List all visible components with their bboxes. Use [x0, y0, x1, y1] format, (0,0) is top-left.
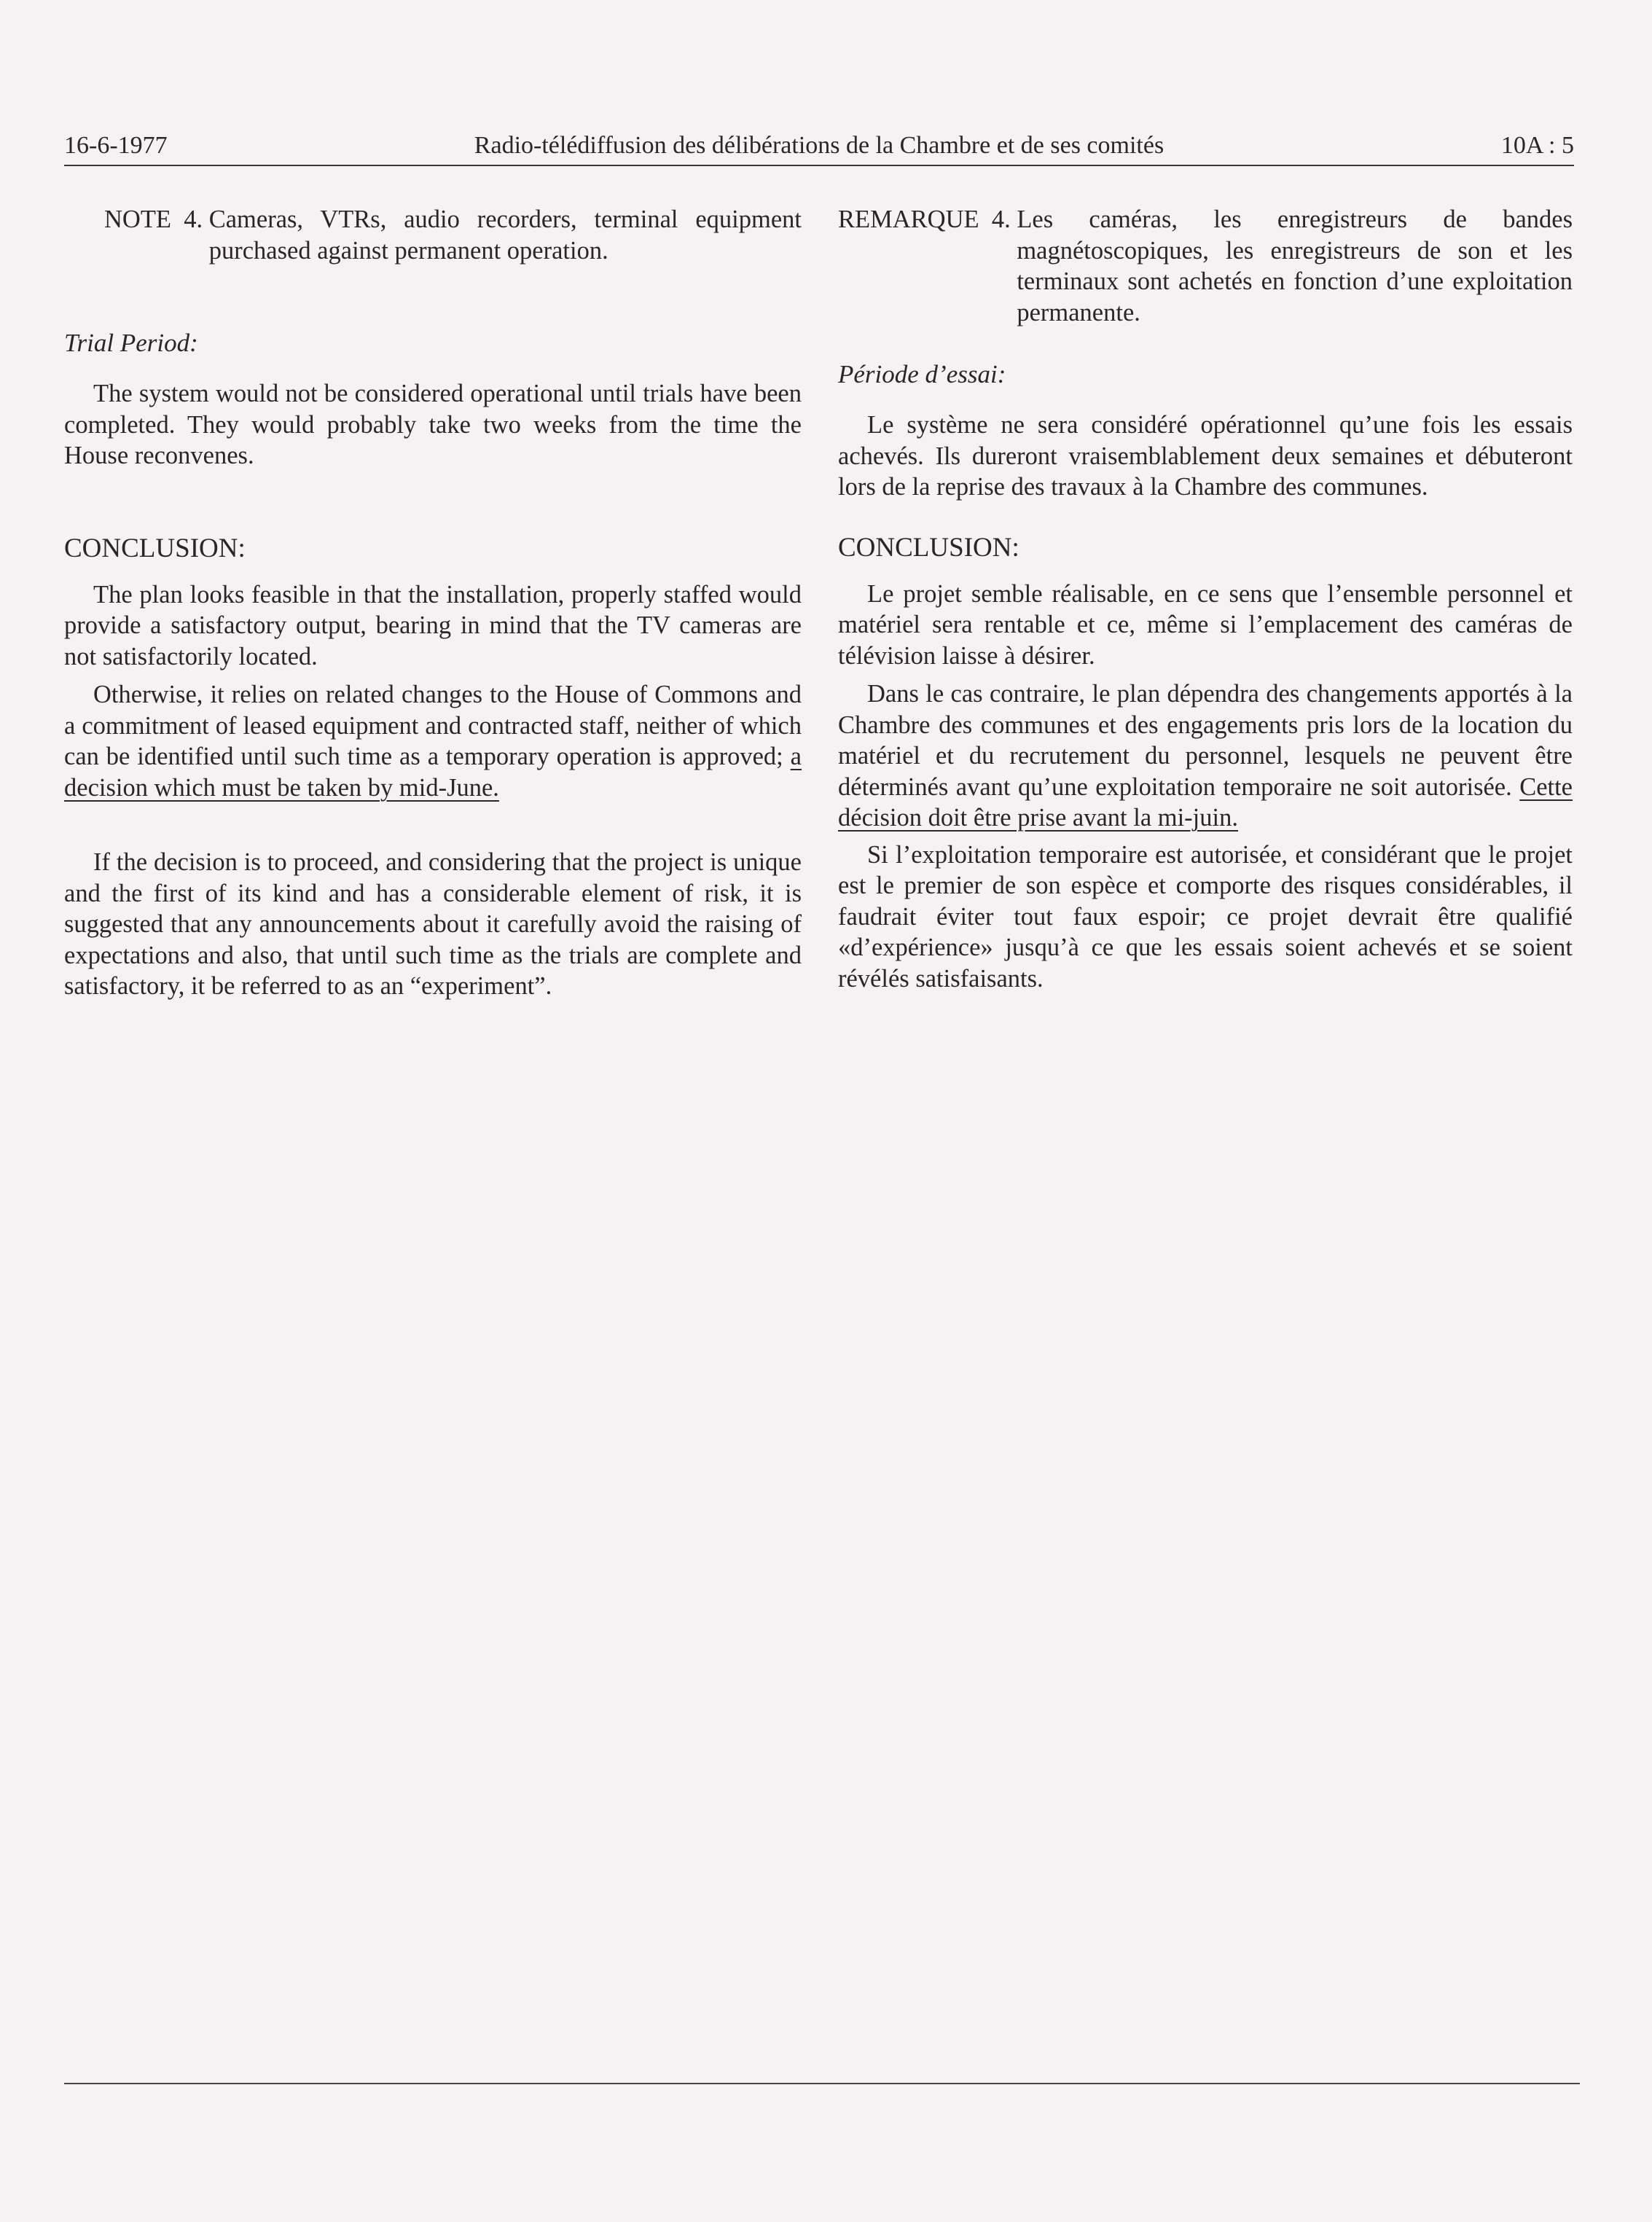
- header-date: 16-6-1977: [64, 132, 168, 159]
- conclusion-paragraph-1: Le projet semble réalisable, en ce sens que l’ensemble personnel et matériel sera rentable et ce, même si l’emplacement des caméras de télévision laisse à désirer.: [838, 579, 1573, 670]
- note-4-fr: [838, 204, 1573, 328]
- trial-period-text: Le système ne sera considéré opérationnel qu’une fois les essais achevés. Ils dureront vraisemblablement deux semaines et débuteront lors de la reprise des travaux à la Chambre des communes.: [838, 411, 1573, 501]
- note-label: REMARQUE 4.: [838, 206, 1017, 233]
- page-header: [64, 125, 1574, 166]
- note-4-en: [104, 204, 802, 266]
- header-page-number: 10A : 5: [1500, 132, 1574, 159]
- deadline-underlined: a decision which must be taken by mid-June.: [64, 743, 802, 802]
- footer-rule: [64, 2083, 1580, 2084]
- french-column: [838, 204, 1573, 994]
- note-text: Cameras, VTRs, audio recorders, terminal equipment purchased against permanent operation.: [208, 206, 802, 265]
- conclusion-paragraph-3: If the decision is to proceed, and considering that the project is unique and the first of its kind and has a considerable element of risk, it is suggested that any announcements about it carefully avoid the raising of expectations and also, that until such time as the trials are complete and satisfactory, it be referred to as an “experiment”.: [64, 848, 802, 1000]
- trial-period-heading: Période d’essai:: [838, 360, 1006, 388]
- conclusion-heading: CONCLUSION:: [838, 532, 1019, 563]
- conclusion-paragraph-2: [838, 678, 1573, 834]
- note-label: NOTE 4.: [104, 206, 209, 233]
- note-text: Les caméras, les enregistreurs de bandes magnétoscopiques, les enregistreurs de son et les terminaux sont achetés en fonction d’une exploitation permanente.: [1017, 206, 1573, 326]
- conclusion-paragraph-2-text: Dans le cas contraire, le plan dépendra des changements apportés à la Chambre des communes et des engagements pris lors de la location du matériel et du recrutement du personnel, lesquels ne peuvent être déterminés avant qu’une exploitation temporaire ne soit autorisée.: [838, 680, 1573, 801]
- english-column: [64, 204, 802, 1002]
- conclusion-paragraph-3: Si l’exploitation temporaire est autorisée, et considérant que le projet est le premier de son espèce et comporte des risques considérables, il faudrait éviter tout faux espoir; ce projet devrait être qualifié «d’expérience» jusqu’à ce que les essais soient achevés et se soient révélés satisfaisants.: [838, 840, 1573, 993]
- header-title: Radio-télédiffusion des délibérations de la Chambre et de ses comités: [474, 132, 1164, 159]
- conclusion-heading: CONCLUSION:: [64, 533, 246, 563]
- header-rule: [64, 165, 1574, 166]
- trial-period-heading: Trial Period:: [64, 329, 198, 357]
- conclusion-paragraph-2: [64, 679, 802, 803]
- deadline-underlined: Cette décision doit être prise avant la mi-juin.: [838, 772, 1573, 832]
- conclusion-paragraph-2-text: Otherwise, it relies on related changes to the House of Commons and a commitment of leased equipment and contracted staff, neither of which can be identified until such time as a temporary operation is approved;: [64, 681, 802, 770]
- conclusion-paragraph-1: The plan looks feasible in that the installation, properly staffed would provide a satisfactory output, bearing in mind that the TV cameras are not satisfactorily located.: [64, 580, 802, 670]
- trial-period-text: The system would not be considered operational until trials have been completed. They would probably take two weeks from the time the House reconvenes.: [64, 380, 802, 469]
